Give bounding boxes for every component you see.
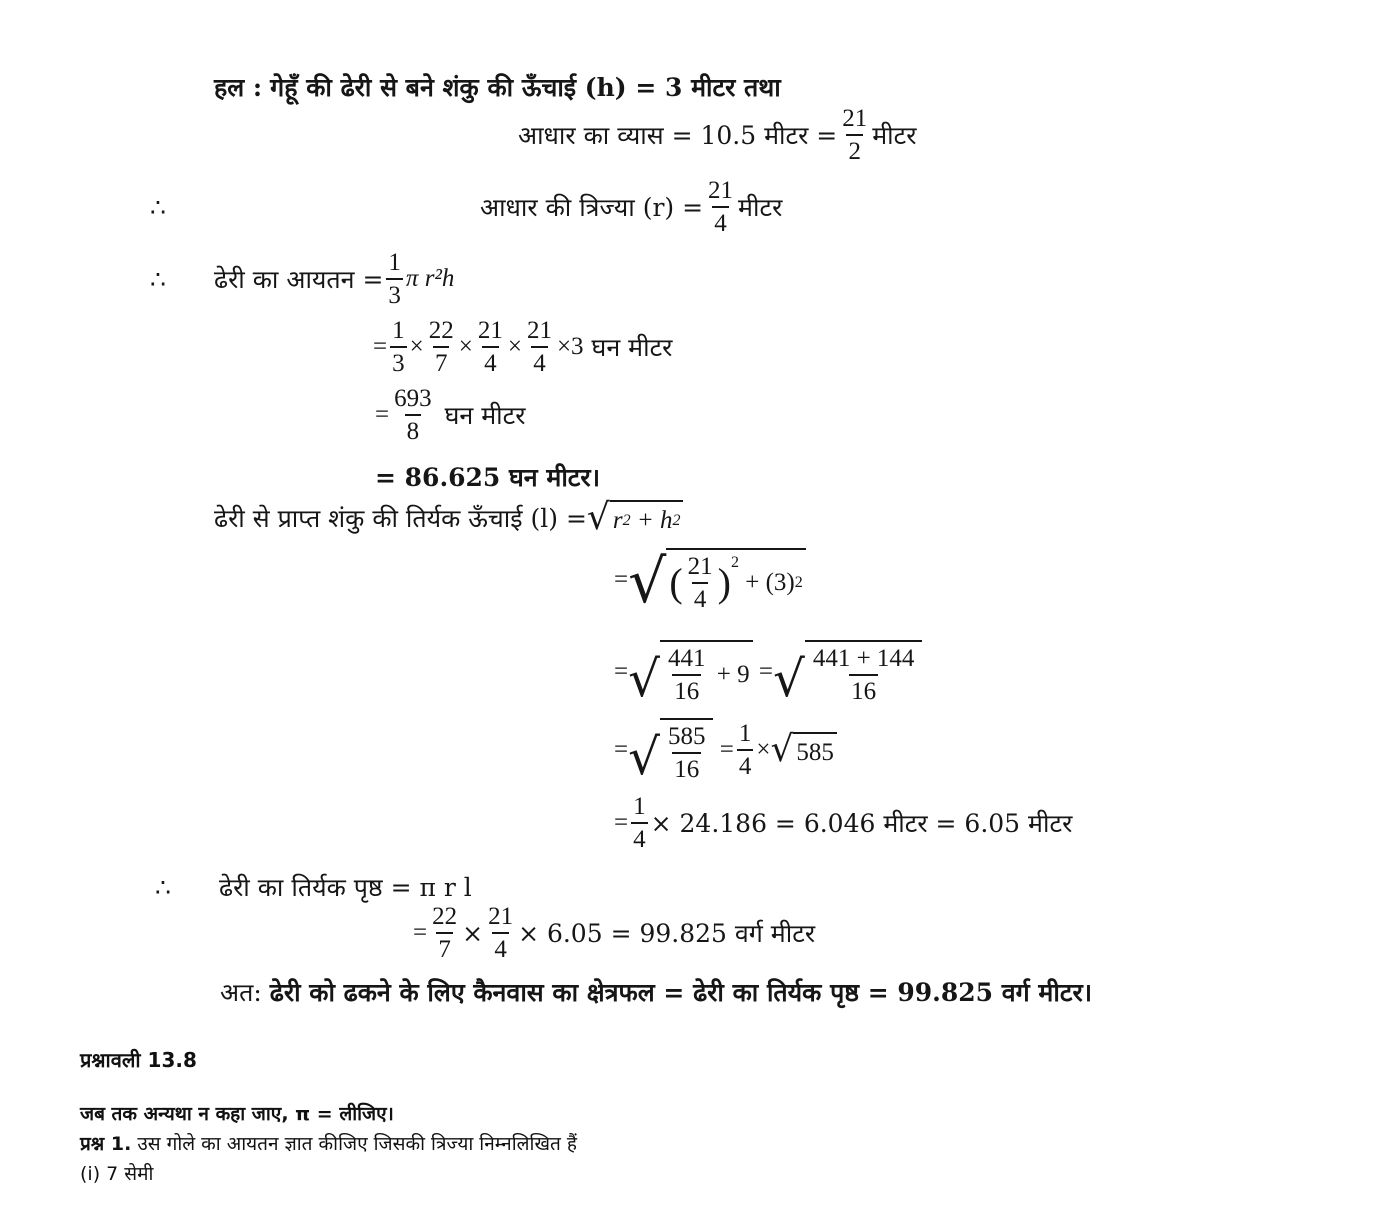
solution-line-5: = $\frac{1}{3}$ × $\frac{22}{7}$ × $\frac{21}{4}$ × $\frac{21}{4}$ ×3 घन मीटर: [373, 317, 673, 377]
volume-formula-label: ढेरी का आयतन =: [214, 265, 384, 294]
curved-surface-formula: ढेरी का तिर्यक पृष्ठ = π r l: [219, 873, 472, 902]
volume-result: = 86.625 घन मीटर।: [375, 463, 601, 492]
solution-line-1: [214, 70, 781, 104]
sqrt-value: 585: [793, 732, 837, 768]
solution-line-4: ∴ ढेरी का आयतन = $\frac{1}{3}$ π r²h: [150, 249, 455, 309]
slant-height-label: ढेरी से प्राप्त शंकु की तिर्यक ऊँचाई (l) =: [214, 504, 587, 533]
solution-line-13: [155, 870, 472, 904]
therefore-symbol: ∴: [155, 872, 171, 902]
solution-line-11: = √ $\frac{585}{16}$ = $\frac{1}{4}$ × √ 585: [614, 718, 837, 782]
fraction: $\frac{21}{2}$: [842, 105, 868, 165]
canvas-area-conclusion: ढेरी को ढकने के लिए कैनवास का क्षेत्रफल = ढेरी का तिर्यक पृष्ठ = 99.825 वर्ग मीटर।: [269, 978, 1093, 1007]
exercise-heading: प्रश्नावली 13.8: [80, 1048, 197, 1072]
solution-line-8: [214, 497, 683, 538]
therefore-symbol: ∴: [150, 192, 166, 222]
solution-line-3: ∴ आधार की त्रिज्या (r) = $\frac{21}{4}$ मीटर: [150, 177, 783, 237]
sqrt-expression: √ r 2 + h 2: [587, 500, 684, 536]
fraction: $\frac{1}{3}$: [388, 249, 401, 309]
solution-line-2: आधार का व्यास = 10.5 मीटर = $\frac{21}{2}$ मीटर: [518, 105, 917, 165]
sqrt-expression: √ ( $\frac{21}{4}$ ) $^2$ + (3) 2: [628, 548, 806, 612]
fraction: $\frac{21}{4}$: [708, 177, 734, 237]
question-text: उस गोले का आयतन ज्ञात कीजिए जिसकी त्रिज्या निम्नलिखित हैं: [137, 1133, 577, 1155]
height-statement: गेहूँ की ढेरी से बने शंकु की ऊँचाई (h) = 3 मीटर तथा: [270, 73, 781, 102]
fraction: $\frac{693}{8}$: [394, 385, 432, 445]
unit-text: घन मीटर: [591, 333, 673, 362]
hence-label: अत:: [220, 978, 262, 1007]
question-1: [80, 1130, 577, 1156]
solution-line-14: = $\frac{22}{7}$ × $\frac{21}{4}$ × 6.05 = 99.825 वर्ग मीटर: [413, 903, 816, 963]
therefore-symbol: ∴: [150, 264, 166, 294]
exercise-note: जब तक अन्यथा न कहा जाए, π = लीजिए।: [80, 1103, 394, 1125]
solution-line-9: = √ ( $\frac{21}{4}$ ) $^2$ + (3) 2: [614, 548, 806, 612]
solution-line-7: [375, 460, 600, 494]
solution-line-6: = $\frac{693}{8}$ घन मीटर: [375, 385, 526, 445]
question-label: प्रश्न 1.: [80, 1133, 132, 1155]
solution-line-10: = √ $\frac{441}{16}$ + 9 = √ $\frac{441 + 144}{16}$: [614, 640, 922, 704]
solution-line-12: = $\frac{1}{4}$ × 24.186 = 6.046 मीटर = 6.05 मीटर: [614, 793, 1073, 853]
question-1-item-i: (i) 7 सेमी: [80, 1163, 154, 1185]
diameter-statement: आधार का व्यास = 10.5 मीटर =: [518, 121, 838, 150]
curved-surface-result: × 6.05 = 99.825 वर्ग मीटर: [518, 919, 816, 948]
radius-statement: आधार की त्रिज्या (r) =: [480, 193, 704, 222]
solution-line-15: [220, 975, 1092, 1009]
solution-label: हल :: [214, 73, 263, 102]
slant-height-result: × 24.186 = 6.046 मीटर = 6.05 मीटर: [650, 809, 1073, 838]
